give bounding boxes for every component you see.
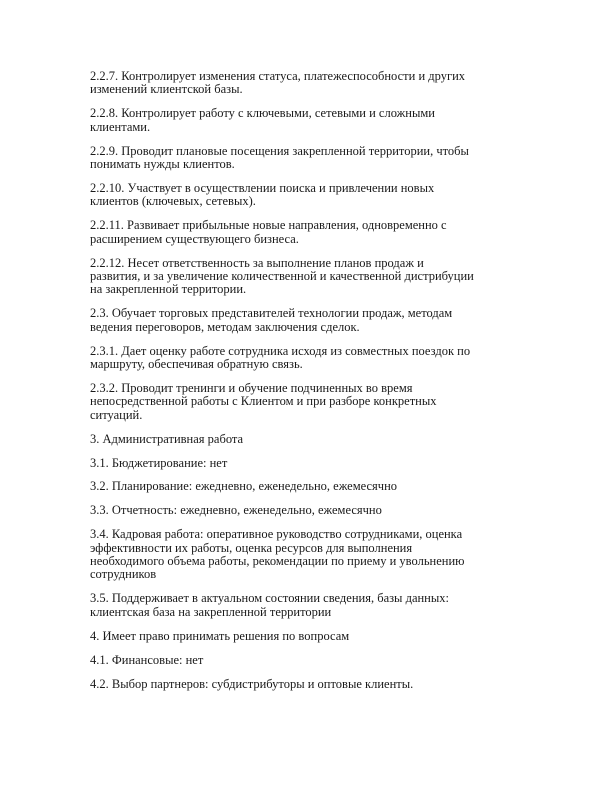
section-heading-3: 3. Административная работа [90,431,244,446]
paragraph-2-3-2: 2.3.2. Проводит тренинги и обучение подчиненных во время непосредственной работы с Клиентом и при разборе конкретных ситуаций. [90,380,437,422]
paragraph-4-2: 4.2. Выбор партнеров: субдистрибуторы и оптовые клиенты. [90,676,414,691]
paragraph-2-2-9: 2.2.9. Проводит плановые посещения закрепленной территории, чтобы понимать нужды клиентов. [90,143,469,172]
paragraph-2-2-10: 2.2.10. Участвует в осуществлении поиска и привлечении новых клиентов (ключевых, сетевых). [90,180,435,209]
paragraph-2-2-7: 2.2.7. Контролирует изменения статуса, платежеспособности и других изменений клиентской базы. [90,69,466,97]
paragraph-3-5: 3.5. Поддерживает в актуальном состоянии сведения, базы данных: клиентская база на закрепленной территории [90,591,449,619]
paragraph-2-2-8: 2.2.8. Контролирует работу с ключевыми, сетевыми и сложными клиентами. [90,106,435,134]
section-heading-4: 4. Имеет право принимать решения по вопросам [90,628,350,643]
paragraph-2-3: 2.3. Обучает торговых представителей технологии продаж, методам ведения переговоров, методам заключения сделок. [90,306,453,334]
paragraph-2-2-11: 2.2.11. Развивает прибыльные новые направления, одновременно с расширением существующего бизнеса. [90,218,447,246]
paragraph-3-3: 3.3. Отчетность: ежедневно, еженедельно, ежемесячно [90,503,382,518]
paragraph-2-2-12: 2.2.12. Несет ответственность за выполнение планов продаж и развития, и за увеличение количественной и качественной дистрибуции на закрепленной территории. [90,255,474,297]
document-body [90,70,522,701]
paragraph-2-3-1: 2.3.1. Дает оценку работе сотрудника исходя из совместных поездок по маршруту, обеспечивая обратную связь. [90,343,471,371]
paragraph-4-1: 4.1. Финансовые: нет [90,652,204,667]
paragraph-3-4: 3.4. Кадровая работа: оперативное руководство сотрудниками, оценка эффективности их работы, оценка ресурсов для выполнения необходимого объема работы, рекомендации по приему и увольнению сотрудников [90,527,465,582]
paragraph-3-2: 3.2. Планирование: ежедневно, еженедельно, ежемесячно [90,479,398,494]
paragraph-3-1: 3.1. Бюджетирование: нет [90,455,228,470]
